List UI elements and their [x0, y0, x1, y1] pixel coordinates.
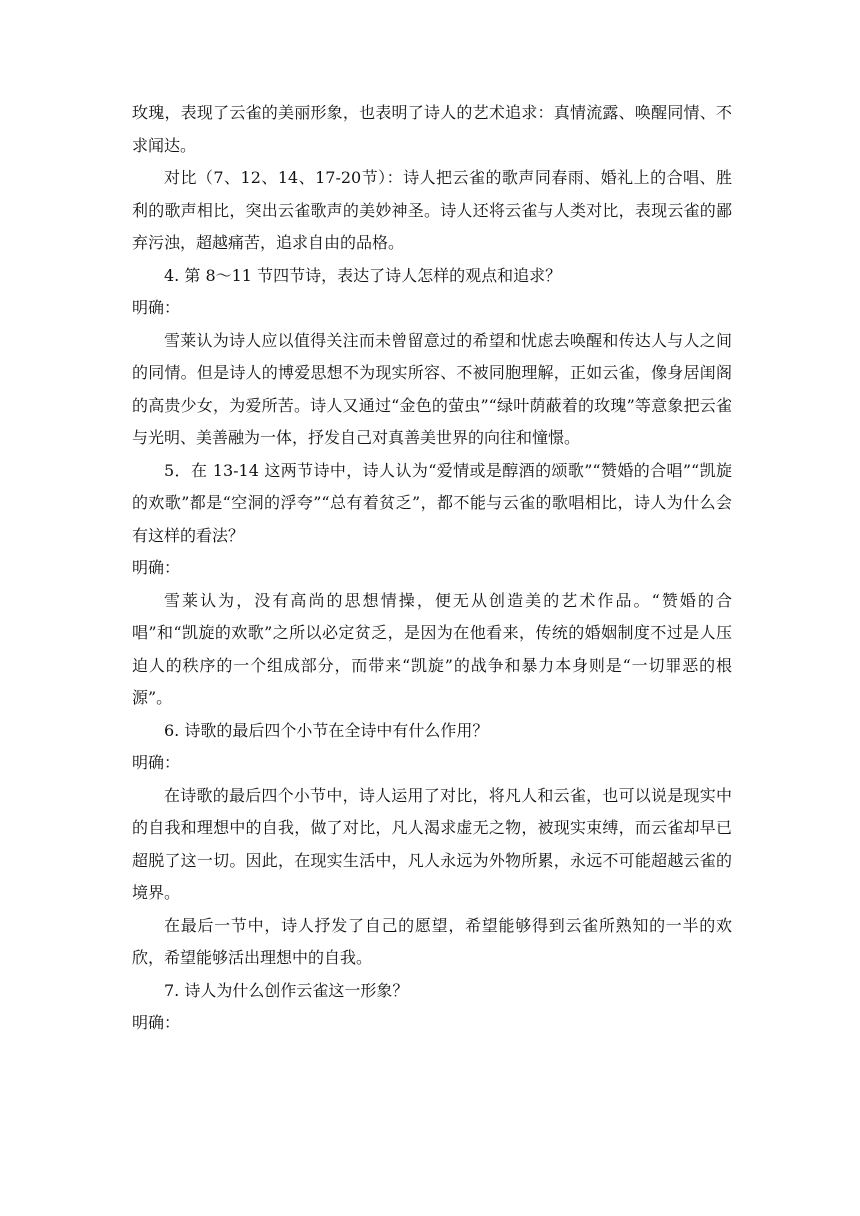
- question-4: 4. 第 8～11 节四节诗，表达了诗人怎样的观点和追求？: [164, 265, 562, 285]
- question-5: 5．在 13-14 这两节诗中，诗人认为“爱情或是醇酒的颂歌”“赞婚的合唱”“凯旋的欢歌”都是“空洞的浮夸”“总有着贫乏”，都不能与云雀的歌唱相比，诗人为什么会有这样的看法？: [132, 460, 732, 545]
- answer-6-part-1: 在诗歌的最后四个小节中，诗人运用了对比，将凡人和云雀，也可以说是现实中的自我和理想中的自我，做了对比，凡人渴求虚无之物，被现实束缚，而云雀却早已超脱了这一切。因此，在现实生活中，凡人永远为外物所累，永远不可能超越云雀的境界。: [132, 785, 732, 902]
- answer-label-4: 明确：: [132, 298, 181, 317]
- answer-label-6: 明确：: [132, 753, 181, 772]
- answer-5: 雪莱认为，没有高尚的思想情操，便无从创造美的艺术作品。“赞婚的合唱”和“凯旋的欢歌”之所以必定贫乏，是因为在他看来，传统的婚姻制度不过是人压迫人的秩序的一个组成部分，而带来“凯旋”的战争和暴力本身则是“一切罪恶的根源”。: [132, 590, 732, 707]
- document-body: [132, 97, 732, 1040]
- answer-label-5: 明确：: [132, 558, 181, 577]
- answer-4: 雪莱认为诗人应以值得关注而未曾留意过的希望和忧虑去唤醒和传达人与人之间的同情。但是诗人的博爱思想不为现实所容、不被同胞理解，正如云雀，像身居闺阁的高贵少女，为爱所苦。诗人又通过“金色的萤虫”“绿叶荫蔽着的玫瑰”等意象把云雀与光明、美善融为一体，抒发自己对真善美世界的向往和憧憬。: [132, 330, 732, 447]
- paragraph-continuation: 玫瑰，表现了云雀的美丽形象，也表明了诗人的艺术追求：真情流露、唤醒同情、不求闻达。: [132, 103, 732, 155]
- question-7: 7. 诗人为什么创作云雀这一形象？: [164, 980, 409, 1000]
- answer-label-7: 明确：: [132, 1013, 181, 1032]
- paragraph-contrast: 对比（7、12、14、17-20节）：诗人把云雀的歌声同春雨、婚礼上的合唱、胜利的歌声相比，突出云雀歌声的美妙神圣。诗人还将云雀与人类对比，表现云雀的鄙弃污浊，超越痛苦，追求自由的品格。: [132, 168, 732, 252]
- answer-6-part-2: 在最后一节中，诗人抒发了自己的愿望，希望能够得到云雀所熟知的一半的欢欣，希望能够活出理想中的自我。: [132, 915, 732, 967]
- question-6: 6. 诗歌的最后四个小节在全诗中有什么作用？: [164, 720, 489, 740]
